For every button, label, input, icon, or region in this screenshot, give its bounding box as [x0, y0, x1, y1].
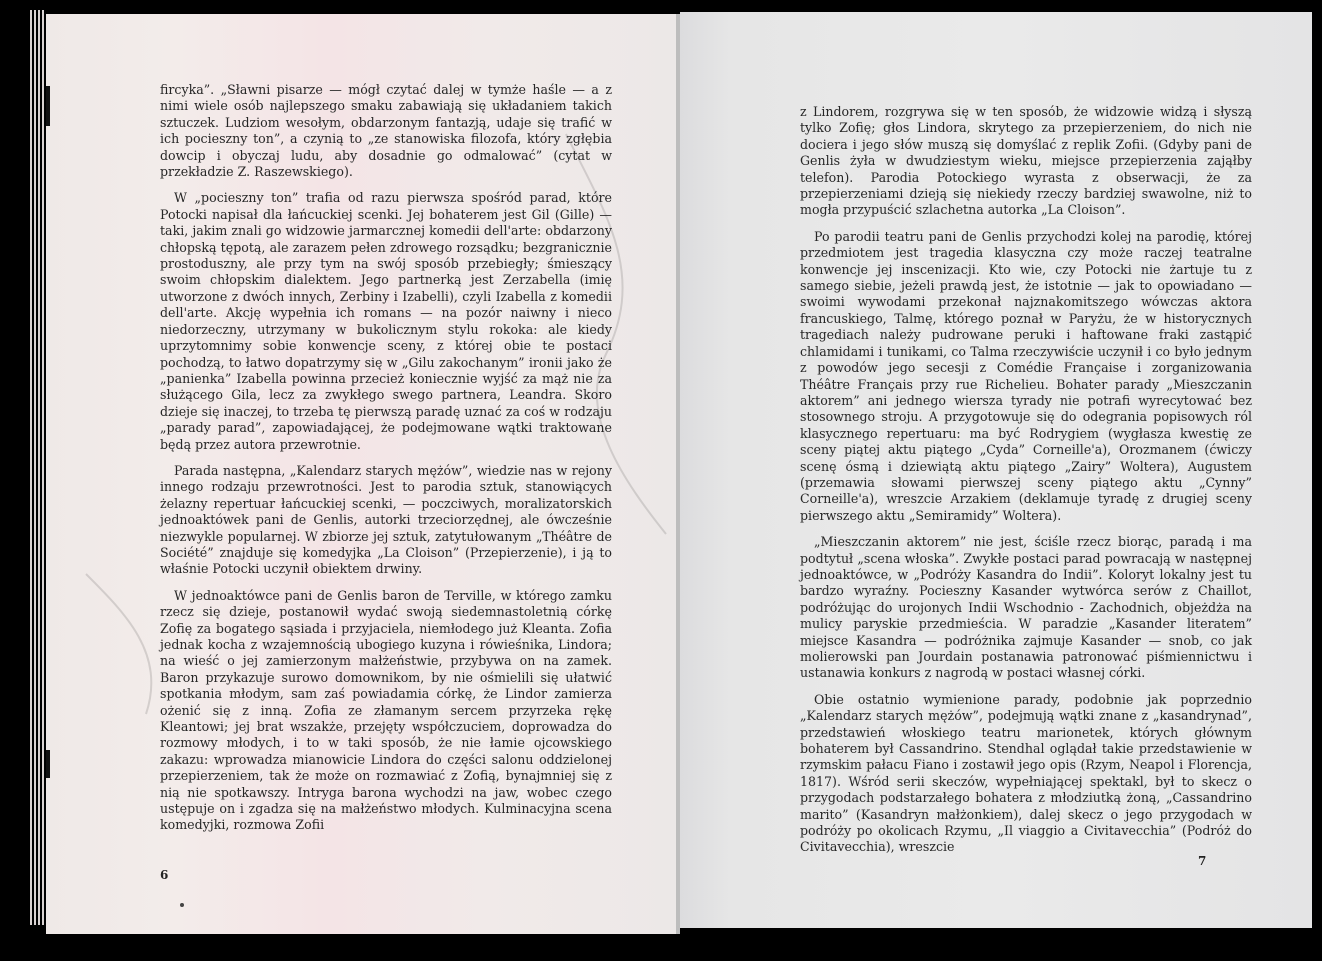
right-text-column [800, 104, 1252, 866]
printer-mark [180, 903, 184, 907]
page-edges [30, 10, 46, 925]
left-page [46, 14, 676, 934]
paragraph: W jednoaktówce pani de Genlis baron de Terville, w którego zamku rzecz się dzieje, postanowił wydać swoją siedemnastoletnią córkę Zofię za bogatego sąsiada i przyjaciela, niemłodego już Kleanta. Zofia jednak kocha z wzajemnością ubogiego kuzyna i rówieśnika, Lindora; na wieść o jej zamierzonym małżeństwie, przybywa on na zamek. Baron przykazuje surowo domownikom, by nie ośmielili się ułatwić spotkania młodym, sam zaś powiadamia córkę, że Lindor zamierza ożenić się z inną. Zofia ze złamanym sercem przyrzeka rękę Kleantowi; jej brat wszakże, przejęty współczuciem, doprowadza do rozmowy młodych, i to w taki sposób, że nie łamie ojcowskiego zakazu: wprowadza mianowicie Lindora do części salonu oddzielonej przepierzeniem, tak że może on rozmawiać z Zofią, bynajmniej się z nią nie spotkawszy. Intryga barona wychodzi na jaw, wobec czego ustępuje on i zgadza się na małżeństwo młodych. Kulminacyjna scena komedyjki, rozmowa Zofii [160, 587, 612, 833]
paragraph: „Mieszczanin aktorem” nie jest, ściśle rzecz biorąc, paradą i ma podtytuł „scena włoska”. Zwykłe postaci parad powracają w następnej jednoaktówce, w „Podróży Kasandra do Indii”. Koloryt lokalny jest tu bardzo wyraźny. Pocieszny Kasander wytwórca serów z Chaillot, podróżując do urojonych Indii Wschodnio - Zachodnich, objeżdża na mulicy paryskie przedmieścia. W paradzie „Kasander literatem” miejsce Kasandra — podróżnika zajmuje Kasander — snob, co jak molierowski pan Jourdain postanawia patronować piśmiennictwu i ustanawia konkurs z nagrodą w postaci własnej córki. [800, 534, 1252, 681]
paragraph: Obie ostatnio wymienione parady, podobnie jak poprzednio „Kalendarz starych mężów”, podejmują wątki znane z „kasandrynad”, przedstawień włoskiego teatru marionetek, których głównym bohaterem był Cassandrino. Stendhal oglądał takie przedstawienie w rzymskim pałacu Fiano i zostawił jego opis (Rzym, Neapol i Florencja, 1817). Wśród serii skeczów, wypełniającej spektakl, był to skecz o przygodach podstarzałego bohatera z młodziutką żoną, „Cassandrino marito” (Kasandryn małżonkiem), dalej skecz o jego przygodach w podróży po okolicach Rzymu, „Il viaggio a Civitavecchia” (Podróż do Civitavecchia), wreszcie [800, 691, 1252, 855]
paragraph: W „pocieszny ton” trafia od razu pierwsza spośród parad, które Potocki napisał dla łańcuckiej scenki. Jej bohaterem jest Gil (Gille) — taki, jakim znali go widzowie jarmarcznej komedii dell'arte: obdarzony chłopską tępotą, ale zarazem pełen zdrowego rozsądku; bezgranicznie prostoduszny, ale przy tym na swój sposób przebiegły; śmieszący swoim chłopskim dialektem. Jego partnerką jest Zerzabella (imię utworzone z dwóch innych, Zerbiny i Izabelli), czyli Izabella z komedii dell'arte. Akcję wypełnia ich romans — na pozór naiwny i nieco niedorzeczny, utrzymany w bukolicznym stylu rokoka: ale kiedy uprzytomnimy sobie konwencje sceny, z której obie te postaci pochodzą, to łatwo dopatrzymy się w „Gilu zakochanym” ironii jako że „panienka” Izabella powinna przecież koniecznie wyjść za mąż nie za służącego Gila, lecz za zwykłego swego partnera, Leandra. Skoro dzieje się inaczej, to trzeba tę pierwszą paradę uznać za coś w rodzaju „parady parad”, zapowiadającej, że podejmowane wątki traktowane będą przez autora przewrotnie. [160, 190, 612, 452]
page-number: 6 [160, 868, 169, 882]
left-text-column [160, 82, 612, 844]
right-page [680, 12, 1312, 928]
margin-mark [46, 750, 50, 778]
paragraph: Parada następna, „Kalendarz starych mężów”, wiedzie nas w rejony innego rodzaju przewrotności. Jest to parodia sztuk, stanowiących żelazny repertuar łańcuckiej scenki, — poczciwych, moralizatorskich jednoaktówek pani de Genlis, autorki trzeciorzędnej, ale ówcześnie niezwykle popularnej. W zbiorze jej sztuk, zatytułowanym „Théâtre de Société” znajduje się komedyjka „La Cloison” (Przepierzenie), i ją to właśnie Potocki uczynił obiektem drwiny. [160, 462, 612, 577]
paragraph: z Lindorem, rozgrywa się w ten sposób, że widzowie widzą i słyszą tylko Zofię; głos Lindora, skrytego za przepierzeniem, do nich nie dociera i jego słów muszą się domyślać z replik Zofii. (Gdyby pani de Genlis żyła w dwudziestym wieku, miejsce przepierzenia zająłby telefon). Parodia Potockiego wyrasta z obserwacji, że za przepierzeniami dzieją się niekiedy rzeczy bardziej swawolne, niż to mogła przypuścić szlachetna autorka „La Cloison”. [800, 104, 1252, 218]
paragraph: fircyka”. „Sławni pisarze — mógł czytać dalej w tymże haśle — a z nimi wiele osób najlepszego smaku zabawiają się układaniem takich sztuczek. Ludziom wesołym, obdarzonym fantazją, udaje się trafić w ich pocieszny ton”, a czynią to „ze stanowiska filozofa, który zgłębia dowcip i obyczaj ludu, aby dosadnie go odmalować” (cytat w przekładzie Z. Raszewskiego). [160, 82, 612, 180]
margin-mark [46, 86, 50, 126]
page-number: 7 [1198, 854, 1207, 868]
paragraph: Po parodii teatru pani de Genlis przychodzi kolej na parodię, której przedmiotem jest tragedia klasyczna czy może raczej teatralne konwencje jej inscenizacji. Kto wie, czy Potocki nie żartuje tu z samego siebie, jeżeli prawdą jest, że istotnie — jak to opowiadano — swoimi wywodami przekonał najznakomitszego wówczas aktora francuskiego, Talmę, którego poznał w Paryżu, że w historycznych tragediach należy pudrowane peruki i haftowane fraki zastąpić chlamidami i tunikami, co Talma rzeczywiście uczynił i co było jednym z powodów jego secesji z Comédie Française i zorganizowania Théâtre Français przy rue Richelieu. Bohater parady „Mieszczanin aktorem” ani jednego wiersza tyrady nie potrafi wyrecytować bez stosownego stroju. A przygotowuje się do odegrania popisowych ról klasycznego repertuaru: ma być Rodrygiem (wygłasza kwestię ze sceny piątej aktu piątego „Cyda” Corneille'a), Orozmanem (ćwiczy scenę ósmą i dziewiątą aktu piątego „Zairy” Woltera), Augustem (przemawia słowami pierwszej sceny piątego aktu „Cynny” Corneille'a), wreszcie Arzakiem (deklamuje tyradę z drugiej sceny pierwszego aktu „Semiramidy” Woltera). [800, 228, 1252, 523]
